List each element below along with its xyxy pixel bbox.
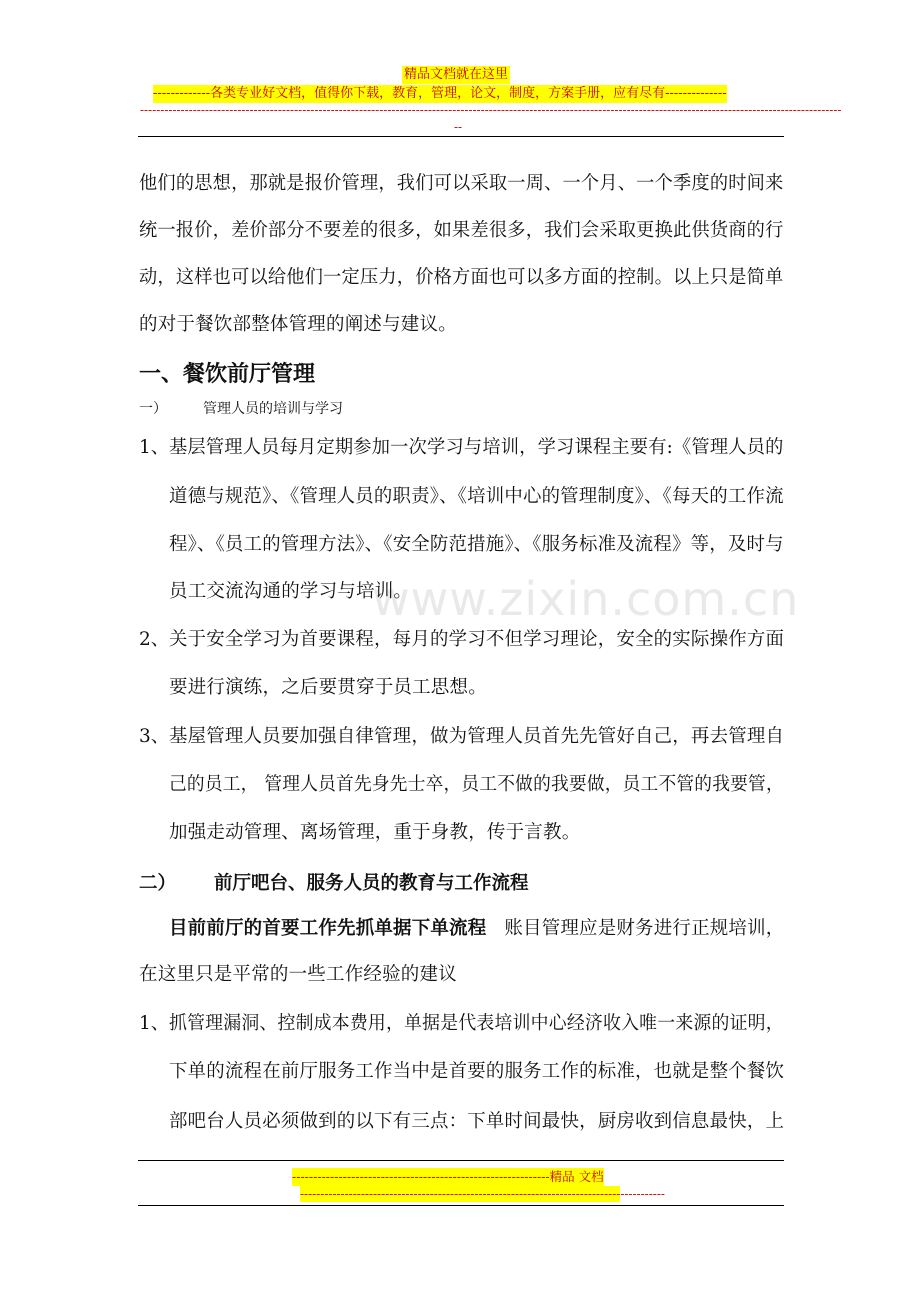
para2-line-1 [169,917,784,941]
para2-line-2: 在这里只是平常的一些工作经验的建议 [139,964,457,985]
list-item-number: 2、 [139,629,170,650]
item1-line-1: 基层管理人员每月定期参加一次学习与培训，学习课程主要有:《管理人员的 [169,437,784,458]
item2-line-2: 要进行演练，之后要贯穿于员工思想。 [169,677,487,698]
list-item-number: 1、 [139,437,170,458]
para1-line-4: 的对于餐饮部整体管理的阐述与建议。 [139,314,457,335]
para1-line-1: 他们的思想，那就是报价管理，我们可以采取一周、一个月、一个季度的时间来 [139,173,784,194]
item4-line-1: 抓管理漏洞、控制成本费用，单据是代表培训中心经济收入唯一来源的证明， [169,1013,784,1034]
header-dash-tail: -- [454,120,463,134]
item1-line-3: 程》、《员工的管理方法》、《安全防范措施》、《服务标准及流程》等，及时与 [169,534,784,555]
item1-line-2: 道德与规范》、《管理人员的职责》、《培训中心的管理制度》、《每天的工作流 [169,486,784,507]
footer-line-1: -------------------------------------------------------------精品 文档 [292,1169,604,1184]
subsection-title: 管理人员的培训与学习 [203,401,343,417]
item3-line-3: 加强走动管理、离场管理，重于身教，传于言教。 [169,822,581,843]
subsection-number: 一） [139,401,167,417]
item3-line-1: 基屋管理人员要加强自律管理，做为管理人员首先先管好自己，再去管理自 [169,726,785,747]
subsection-number: 二） [139,873,177,894]
list-item-number: 1、 [139,1013,170,1034]
header-dash-line: ----------------------------------------------------------------------------------------------------------------------------------------------------------------------------- [140,103,842,117]
subsection-heading-1 [139,400,343,418]
header-title: 精品文档就在这里 [404,67,509,82]
subsection-title: 前厅吧台、服务人员的教育与工作流程 [214,873,529,894]
para1-line-2: 统一报价，差价部分不要差的很多，如果差很多，我们会采取更换此供货商的行 [139,220,784,241]
header-subtitle: -------------各类专业好文档，值得你下载，教育，管理，论文，制度，方案手册，应有尽有-------------- [153,86,727,101]
subsection-heading-2 [139,872,529,896]
footer-rule-bottom [138,1205,784,1206]
item4-line-3: 部吧台人员必须做到的以下有三点：下单时间最快，厨房收到信息最快，上 [169,1111,785,1132]
para2-bold: 目前前厅的首要工作先抓单据下单流程 [169,918,487,939]
footer-line-2: ------------------------------------------------------------------------------------------ [300,1187,665,1201]
item2-line-1: 关于安全学习为首要课程，每月的学习不但学习理论，安全的实际操作方面 [169,629,785,650]
para1-line-3: 动，这样也可以给他们一定压力，价格方面也可以多方面的控制。以上只是简单 [139,267,784,288]
item1-line-4: 员工交流沟通的学习与培训。 [169,581,413,602]
footer-rule [138,1160,784,1161]
list-item-number: 3、 [139,726,170,747]
item4-line-2: 下单的流程在前厅服务工作当中是首要的服务工作的标准，也就是整个餐饮 [169,1061,785,1082]
item3-line-2: 己的员工， 管理人员首先身先士卒，员工不做的我要做，员工不管的我要管， [169,774,784,795]
para2-rest: 账目管理应是财务进行正规培训， [504,918,785,939]
section-title: 一、餐饮前厅管理 [139,361,316,387]
watermark: www.zixin.com.cn [372,572,800,626]
header-rule [138,136,784,137]
